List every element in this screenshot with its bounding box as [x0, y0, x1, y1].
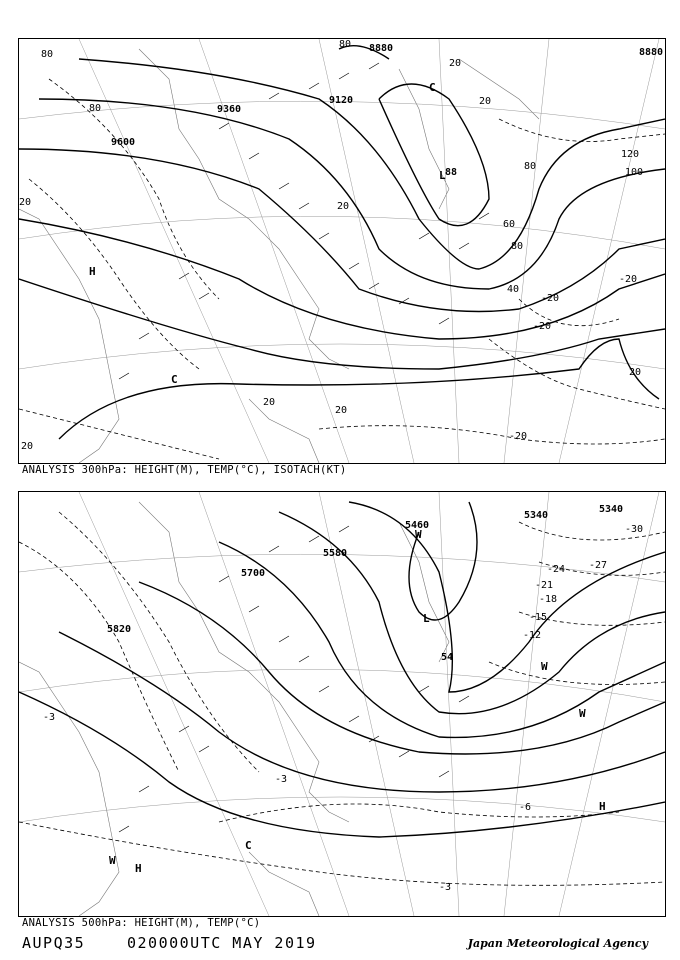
wind-barbs	[119, 526, 469, 832]
isotach-label: 20	[629, 367, 642, 378]
low-center: L	[439, 169, 446, 182]
map-500hpa	[18, 491, 666, 917]
temp-label: -3	[43, 712, 56, 723]
isotach-label: 80	[511, 241, 524, 252]
height-label: 8880	[369, 43, 394, 54]
temp-label: -27	[589, 560, 608, 571]
temp-label: -20	[541, 293, 560, 304]
height-labels	[111, 43, 663, 178]
temp-label: -3	[275, 774, 288, 785]
cold-center: C	[245, 839, 252, 852]
temp-labels	[509, 274, 637, 442]
caption-300hpa: ANALYSIS 300hPa: HEIGHT(M), TEMP(°C), ISOTACH(KT)	[22, 464, 347, 476]
isotach-label: 20	[21, 441, 34, 452]
height-label: 88	[445, 167, 458, 178]
height-label: 9120	[329, 95, 354, 106]
agency-credit: Japan Meteorological Agency	[467, 937, 648, 950]
warm-center: W	[415, 528, 422, 541]
temp-label: -15	[529, 612, 548, 623]
temp-label: -12	[523, 630, 542, 641]
height-label: 8880	[639, 47, 664, 58]
map-300hpa-drawing	[19, 39, 665, 463]
isotach-label: 60	[503, 219, 516, 230]
temp-label: -3	[439, 882, 452, 893]
isotach-label: 80	[524, 161, 537, 172]
warm-center: W	[109, 854, 116, 867]
isotach-label: 40	[507, 284, 520, 295]
height-label: 54	[441, 652, 454, 663]
height-label: 5340	[599, 504, 624, 515]
isotach-label: 20	[263, 397, 276, 408]
temp-labels	[43, 524, 643, 893]
isotach-label: 20	[337, 201, 350, 212]
temp-label: -20	[619, 274, 638, 285]
product-code: AUPQ35	[22, 934, 86, 952]
low-center: L	[423, 612, 430, 625]
height-label: 9600	[111, 137, 136, 148]
cold-center: C	[171, 373, 178, 386]
map-300hpa	[18, 38, 666, 464]
height-label: 5820	[107, 624, 132, 635]
high-center: H	[135, 862, 142, 875]
isotach-label: 20	[335, 405, 348, 416]
height-label: 5700	[241, 568, 266, 579]
isotach-label: 20	[19, 197, 32, 208]
isotach-label: 80	[41, 49, 54, 60]
isotherms	[19, 512, 665, 885]
map-500hpa-drawing	[19, 492, 665, 916]
height-label: 9360	[217, 104, 242, 115]
temp-label: -24	[547, 564, 566, 575]
caption-500hpa: ANALYSIS 500hPa: HEIGHT(M), TEMP(°C)	[22, 917, 261, 929]
height-label: 5580	[323, 548, 348, 559]
temp-label: -18	[539, 594, 558, 605]
coastlines	[19, 502, 452, 916]
high-center: H	[599, 800, 606, 813]
valid-time: 020000UTC MAY 2019	[127, 934, 317, 952]
temp-label: -20	[533, 321, 552, 332]
pressure-centers	[109, 528, 606, 875]
temp-label: -30	[625, 524, 644, 535]
isotach-label: 120	[621, 149, 640, 160]
temp-label: -6	[519, 802, 532, 813]
temp-label: -20	[509, 431, 528, 442]
isotach-label: 20	[449, 58, 462, 69]
pressure-centers	[89, 81, 446, 386]
height-label: 5460	[405, 520, 430, 531]
warm-center: W	[541, 660, 548, 673]
isotach-label: 20	[479, 96, 492, 107]
high-center: H	[89, 265, 96, 278]
isotach-label: 80	[89, 103, 102, 114]
temp-label: -21	[535, 580, 554, 591]
warm-center: W	[579, 707, 586, 720]
isotach-label: 100	[625, 167, 644, 178]
height-label: 5340	[524, 510, 549, 521]
cold-center: C	[429, 81, 436, 94]
isotach-label: 80	[339, 39, 352, 50]
